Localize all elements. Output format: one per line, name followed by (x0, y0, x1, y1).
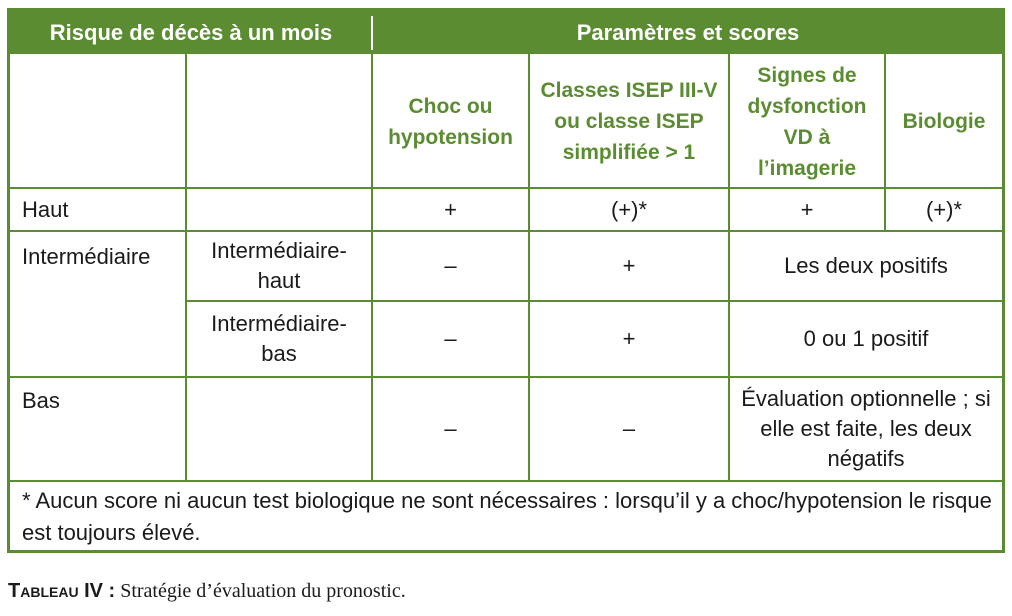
header-divider (371, 16, 373, 50)
low-combined-value: Évaluation optionnelle ; si elle est faite, les deux négatifs (741, 386, 991, 471)
header-parameters-label: Paramètres et scores (576, 19, 800, 45)
low-isep-value: – (622, 416, 636, 441)
row-label-high: Haut (22, 196, 69, 222)
prognosis-table (7, 8, 1005, 553)
high-rv-value: + (800, 196, 814, 222)
table-footnote: * Aucun score ni aucun test biologique ne sont nécessaires : lorsqu’il y a choc/hypotension le risque est toujours élevé. (22, 488, 992, 545)
header-risk-label: Risque de décès à un mois (49, 19, 333, 45)
high-biology-value: (+)* (925, 196, 963, 222)
row-label-low: Bas (22, 388, 60, 413)
subheader-rv-dysfunction: Signes de dysfonction VD à l’imagerie (747, 63, 867, 180)
low-shock-value: – (444, 416, 457, 441)
subheader-shock: Choc ou hypotension (388, 94, 513, 149)
high-isep-value: (+)* (610, 196, 648, 222)
row-label-intermediate-high: Intermédiaire-haut (211, 238, 347, 293)
table-caption (8, 580, 406, 603)
inter-low-shock-value: – (444, 326, 457, 351)
table-header (10, 11, 1002, 54)
inter-high-combined-value: Les deux positifs (784, 253, 948, 278)
subheader-isep: Classes ISEP III-V ou classe ISEP simplifiée > 1 (540, 79, 718, 164)
row-label-intermediate: Intermédiaire (22, 244, 151, 269)
caption-text: Stratégie d’évaluation du pronostic. (115, 580, 406, 602)
inter-high-shock-value: – (444, 253, 457, 278)
subheader-biology: Biologie (902, 110, 986, 133)
row-label-intermediate-low: Intermédiaire-bas (211, 311, 347, 366)
high-shock-value: + (444, 196, 457, 222)
caption-label: Tableau IV : (8, 580, 116, 602)
inter-high-isep-value: + (622, 253, 636, 278)
inter-low-combined-value: 0 ou 1 positif (803, 326, 929, 351)
row-divider (10, 480, 1002, 482)
inter-low-isep-value: + (622, 326, 636, 351)
